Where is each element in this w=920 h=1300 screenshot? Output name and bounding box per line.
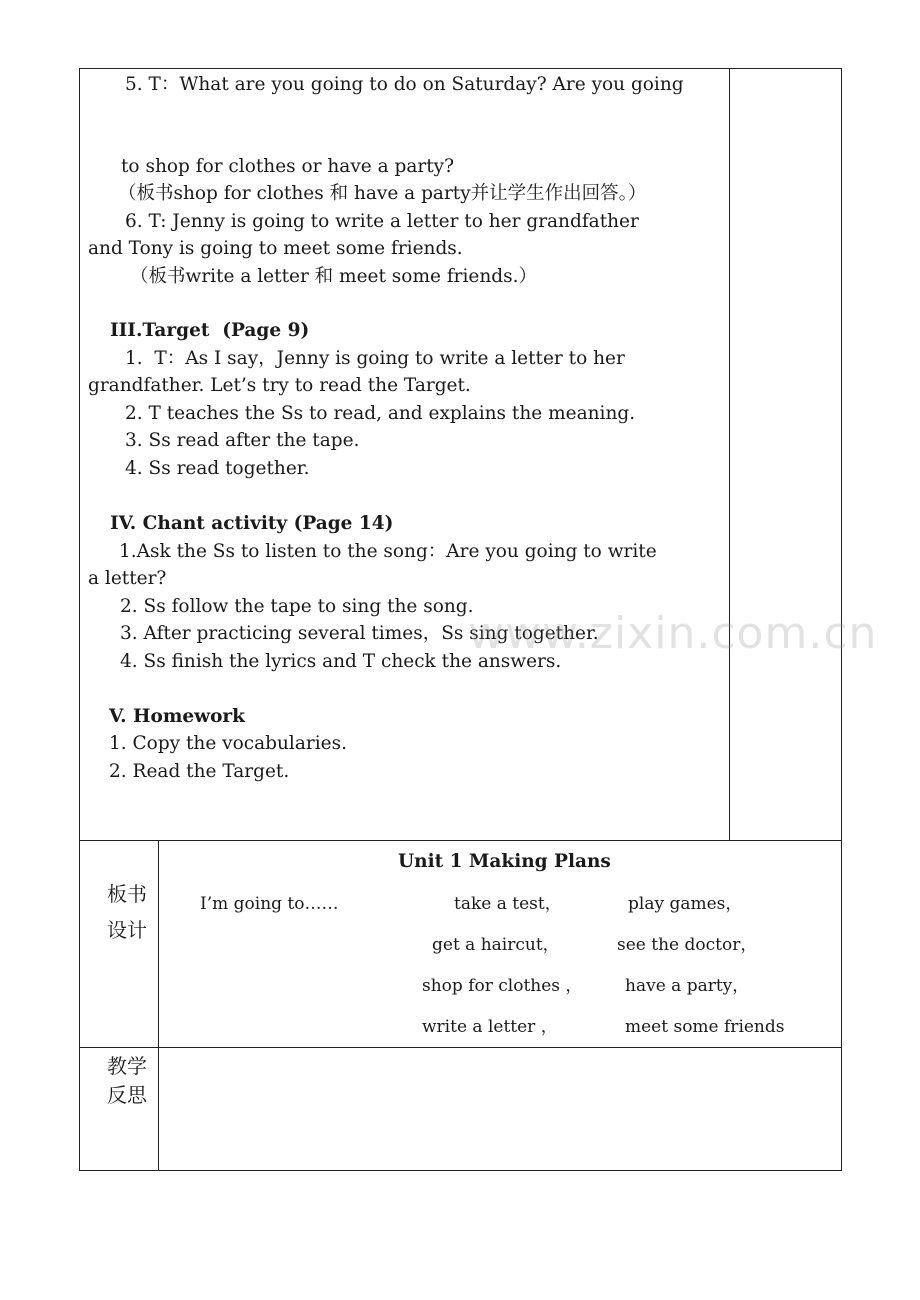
section4-item1-line1: 1.Ask the Ss to listen to the song：Are you going to write bbox=[119, 541, 657, 562]
board-item: see the doctor， bbox=[617, 935, 758, 955]
row-divider-1 bbox=[79, 840, 842, 841]
notes-column-divider bbox=[729, 68, 730, 841]
section3-heading: III.Target (Page 9) bbox=[110, 320, 310, 341]
step6-line2: and Tony is going to meet some friends. bbox=[88, 238, 463, 259]
section3-item2: 2. T teaches the Ss to read, and explains the meaning. bbox=[125, 403, 636, 424]
section5-item2: 2. Read the Target. bbox=[109, 761, 290, 782]
board-design-label: 板书设计 bbox=[107, 882, 147, 942]
board-item: play games， bbox=[628, 894, 743, 914]
watermark: www.zixin.com.cn bbox=[468, 608, 878, 659]
board-item: get a haircut， bbox=[432, 935, 560, 955]
board-item: shop for clothes ， bbox=[422, 976, 583, 996]
reflection-content[interactable] bbox=[159, 1048, 841, 1170]
board-title: Unit 1 Making Plans bbox=[398, 851, 611, 872]
section4-heading: IV. Chant activity (Page 14) bbox=[110, 513, 394, 534]
step6-board-note: （板书write a letter 和 meet some friends.） bbox=[130, 266, 538, 287]
section3-item4: 4. Ss read together. bbox=[125, 458, 310, 479]
section4-item4: 4. Ss finish the lyrics and T check the answers. bbox=[120, 651, 562, 672]
section5-heading: V. Homework bbox=[109, 706, 245, 727]
step5-board-note: （板书shop for clothes 和 have a party并让学生作出回答。） bbox=[118, 183, 647, 204]
step5-question: 5. T：What are you going to do on Saturday? Are you going bbox=[125, 74, 684, 95]
board-item: meet some friends bbox=[625, 1017, 785, 1037]
board-intro: I’m going to…… bbox=[200, 894, 339, 914]
reflection-label: 教学反思 bbox=[107, 1054, 147, 1107]
section4-item2: 2. Ss follow the tape to sing the song. bbox=[120, 596, 474, 617]
lesson-procedure-cell bbox=[80, 69, 729, 840]
board-item: write a letter ， bbox=[422, 1017, 558, 1037]
step6-line1: 6. T: Jenny is going to write a letter to her grandfather bbox=[125, 211, 639, 232]
section3-item3: 3. Ss read after the tape. bbox=[125, 430, 360, 451]
table-bottom-border bbox=[79, 1170, 842, 1171]
section3-item1-line2: grandfather. Let’s try to read the Target. bbox=[88, 375, 471, 396]
section4-item3: 3. After practicing several times，Ss sing together. bbox=[120, 623, 599, 644]
section4-item1-line2: a letter? bbox=[88, 568, 167, 589]
section3-item1-line1: 1. T：As I say，Jenny is going to write a letter to her bbox=[125, 348, 625, 369]
board-item: have a party， bbox=[625, 976, 750, 996]
board-item: take a test， bbox=[454, 894, 562, 914]
step5-question-cont: to shop for clothes or have a party? bbox=[121, 156, 455, 177]
section5-item1: 1. Copy the vocabularies. bbox=[109, 733, 347, 754]
